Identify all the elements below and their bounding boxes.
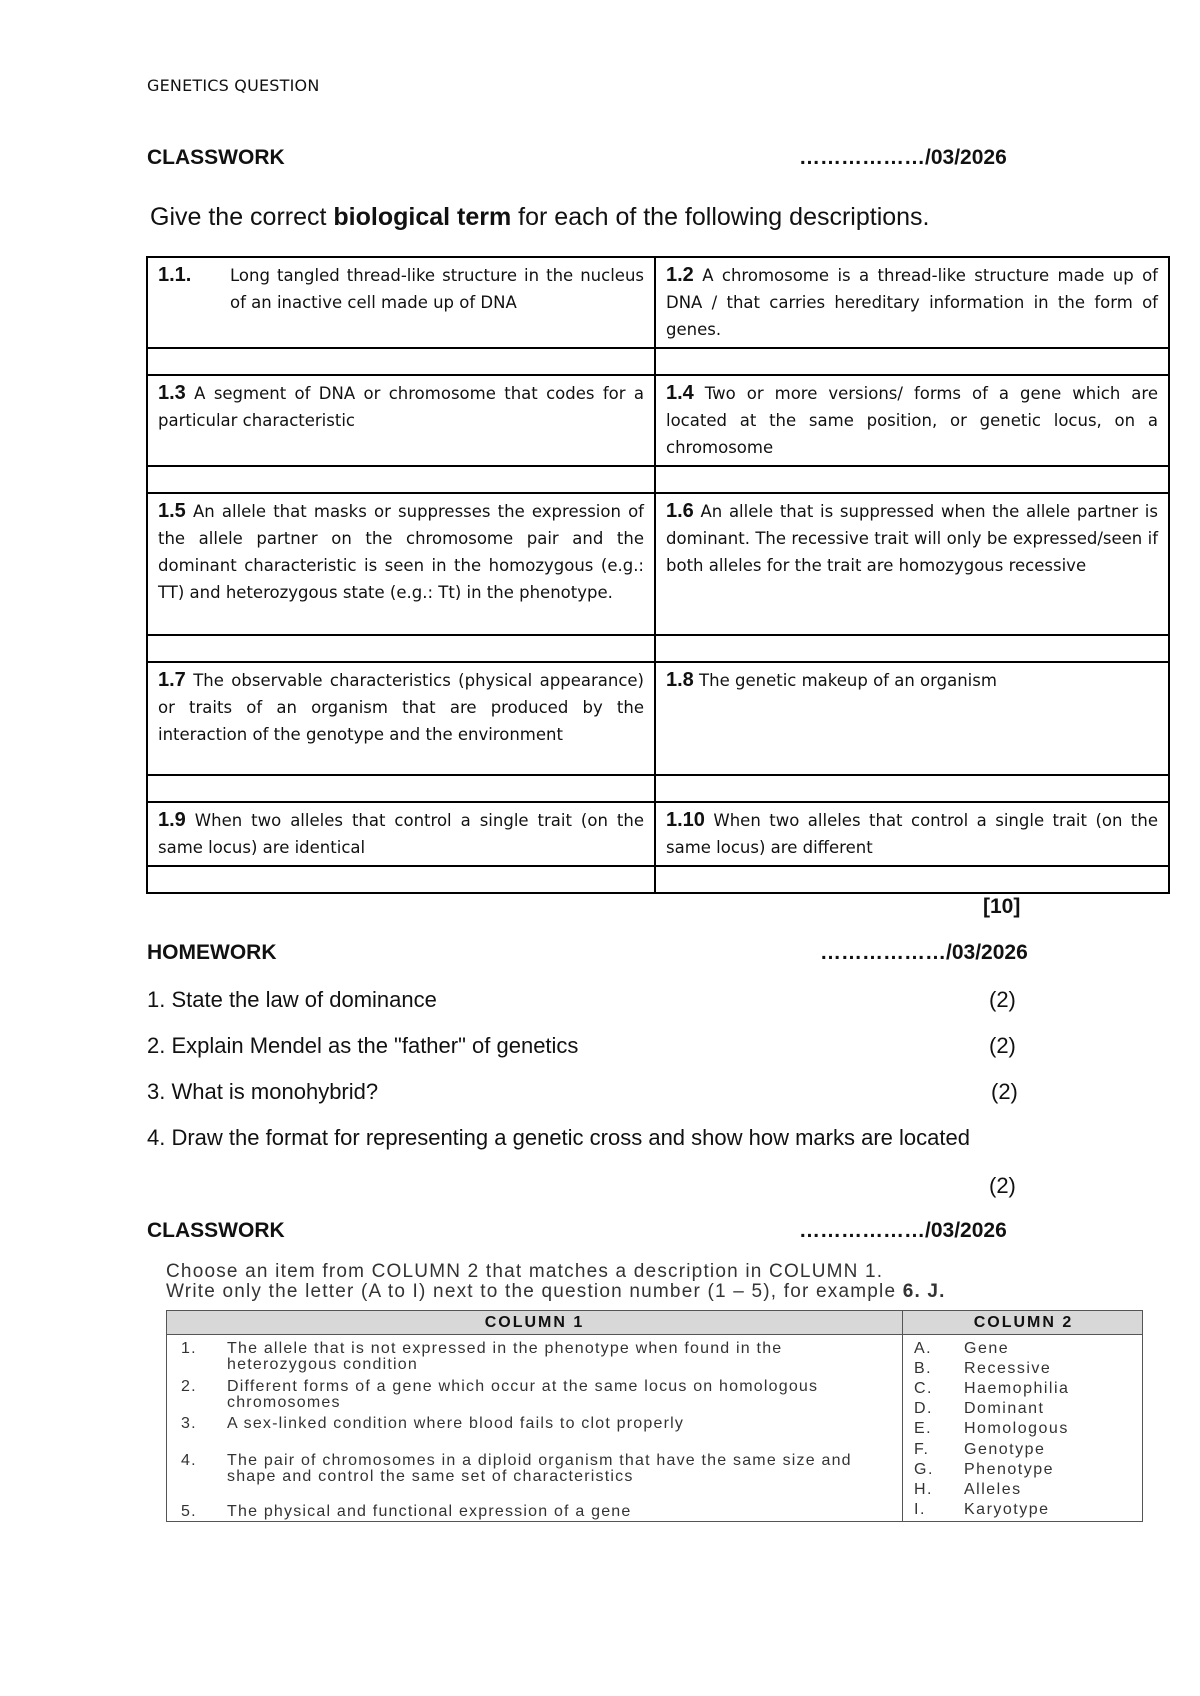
answer-row (147, 466, 1169, 493)
term-cell-1-2: 1.2 A chromosome is a thread-like structure made up of DNA / that carries hereditary information in the form of genes. (655, 257, 1169, 348)
homework-question-2: 2. Explain Mendel as the "father" of genetics (147, 1033, 579, 1058)
matching-instruction: Choose an item from COLUMN 2 that matches a description in COLUMN 1. Write only the letter (A to I) next to the question number (1 – 5), for example 6. J. (166, 1261, 946, 1302)
column1-item: 4. The pair of chromosomes in a diploid organism that have the same size and shape and control the same set of characteristics (181, 1452, 852, 1485)
answer-cell-1-5[interactable] (147, 635, 655, 662)
classwork-total-marks: [10] (983, 895, 1021, 918)
column2-item: B. Recessive (914, 1360, 1052, 1377)
homework-marks-2: (2) (989, 1033, 1016, 1058)
column2-item: E. Homologous (914, 1420, 1069, 1437)
column2-item: D. Dominant (914, 1400, 1045, 1417)
term-cell-1-5: 1.5 An allele that masks or suppresses the expression of the allele partner on the chromosome pair and the dominant characteristic is seen in the homozygous (e.g.: TT) and heterozygous state (e.g.: Tt) in the phenotype. (147, 493, 655, 635)
term-cell-1-3: 1.3 A segment of DNA or chromosome that codes for a particular characteristic (147, 375, 655, 466)
term-cell-1-7: 1.7 The observable characteristics (physical appearance) or traits of an organism that are produced by the interaction of the genotype and the environment (147, 662, 655, 775)
homework-date: ………………/03/2026 (820, 941, 1028, 964)
column2-item: H. Alleles (914, 1481, 1022, 1498)
homework-title: HOMEWORK (147, 941, 277, 964)
column2-item: I. Karyotype (914, 1501, 1050, 1518)
term-cell-1-6: 1.6 An allele that is suppressed when the allele partner is dominant. The recessive trait will only be expressed/seen if both alleles for the trait are homozygous recessive (655, 493, 1169, 635)
table-row (147, 493, 1169, 635)
column2-item: F. Genotype (914, 1441, 1046, 1458)
answer-cell-1-9[interactable] (147, 866, 655, 893)
matching-table (166, 1310, 1143, 1522)
column2-item: C. Haemophilia (914, 1380, 1070, 1397)
answer-row (147, 348, 1169, 375)
term-cell-1-1: 1.1. Long tangled thread-like structure in the nucleus of an inactive cell made up of DNA (147, 257, 655, 348)
column1-item: 3. A sex-linked condition where blood fails to clot properly (181, 1415, 685, 1432)
term-cell-1-10: 1.10 When two alleles that control a single trait (on the same locus) are different (655, 802, 1169, 866)
answer-row (147, 775, 1169, 802)
classwork-title: CLASSWORK (147, 146, 285, 169)
answer-row (147, 635, 1169, 662)
answer-cell-1-8[interactable] (655, 775, 1169, 802)
term-cell-1-4: 1.4 Two or more versions/ forms of a gene which are located at the same position, or genetic locus, on a chromosome (655, 375, 1169, 466)
answer-cell-1-1[interactable] (147, 348, 655, 375)
homework-marks-1: (2) (989, 987, 1016, 1012)
answer-cell-1-4[interactable] (655, 466, 1169, 493)
answer-cell-1-7[interactable] (147, 775, 655, 802)
answer-row (147, 866, 1169, 893)
answer-cell-1-10[interactable] (655, 866, 1169, 893)
column2-header: COLUMN 2 (902, 1311, 1144, 1335)
column1-item: 1. The allele that is not expressed in the phenotype when found in the heterozygous condition (181, 1340, 783, 1373)
terms-table (146, 256, 1170, 894)
homework-question-3: 3. What is monohybrid? (147, 1079, 379, 1104)
term-cell-1-9: 1.9 When two alleles that control a single trait (on the same locus) are identical (147, 802, 655, 866)
table-row (147, 375, 1169, 466)
homework-marks-3: (2) (991, 1079, 1018, 1104)
column2-item: G. Phenotype (914, 1461, 1055, 1478)
classwork-instruction: Give the correct biological term for each of the following descriptions. (150, 203, 930, 231)
classwork-date: ………………/03/2026 (799, 146, 1007, 169)
column-divider (902, 1335, 903, 1522)
table-row (147, 257, 1169, 348)
column1-item: 2. Different forms of a gene which occur at the same locus on homologous chromosomes (181, 1378, 819, 1411)
classwork2-date: ………………/03/2026 (799, 1219, 1007, 1242)
term-cell-1-8: 1.8 The genetic makeup of an organism (655, 662, 1169, 775)
classwork2-title: CLASSWORK (147, 1219, 285, 1242)
table-row (147, 662, 1169, 775)
homework-marks-4: (2) (989, 1173, 1016, 1198)
answer-cell-1-2[interactable] (655, 348, 1169, 375)
column2-item: A. Gene (914, 1340, 1010, 1357)
column1-item: 5. The physical and functional expression of a gene (181, 1503, 632, 1520)
homework-question-1: 1. State the law of dominance (147, 987, 437, 1012)
homework-question-4: 4. Draw the format for representing a genetic cross and show how marks are located (147, 1125, 970, 1150)
answer-cell-1-3[interactable] (147, 466, 655, 493)
column1-header: COLUMN 1 (484, 1314, 585, 1331)
answer-cell-1-6[interactable] (655, 635, 1169, 662)
document-header: GENETICS QUESTION (147, 76, 320, 95)
table-row (147, 802, 1169, 866)
